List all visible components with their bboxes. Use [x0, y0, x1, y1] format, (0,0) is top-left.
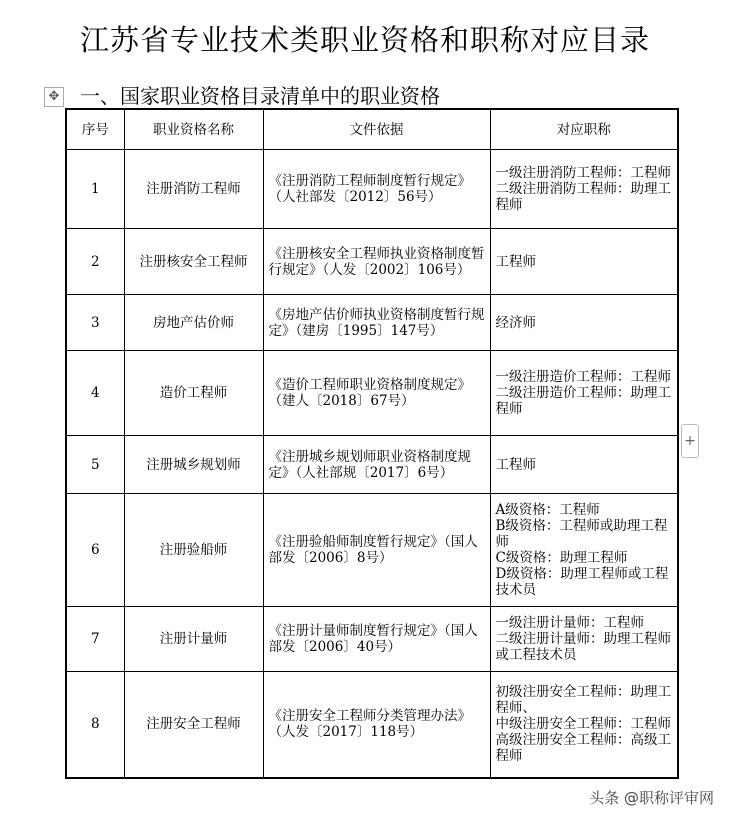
qualification-name: 注册核安全工程师 [124, 229, 263, 295]
row-number: 1 [66, 150, 124, 229]
corresponding-title: 初级注册安全工程师：助理工程师、 中级注册安全工程师：工程师 高级注册安全工程师：高级工程师 [490, 672, 678, 778]
watermark: 头条 @职称评审网 [589, 789, 714, 807]
table-row [66, 150, 678, 229]
table-move-handle-icon[interactable]: ✥ [44, 87, 64, 107]
row-number: 8 [66, 672, 124, 778]
corresponding-title: 一级注册造价工程师：工程师 二级注册造价工程师：助理工程师 [490, 351, 678, 436]
page-title: 江苏省专业技术类职业资格和职称对应目录 [79, 23, 650, 57]
row-number: 6 [66, 494, 124, 607]
table-row [66, 607, 678, 672]
corresponding-title: A级资格：工程师 B级资格：工程师或助理工程师 C级资格：助理工程师 D级资格：助理工程师或工程技术员 [490, 494, 678, 607]
header-no: 序号 [66, 109, 124, 150]
row-number: 4 [66, 351, 124, 436]
qualification-name: 注册安全工程师 [124, 672, 263, 778]
document-basis: 《注册核安全工程师执业资格制度暂行规定》（人发〔2002〕106号） [263, 229, 490, 295]
qualification-table [65, 108, 679, 779]
qualification-name: 注册城乡规划师 [124, 436, 263, 494]
qualification-name: 注册验船师 [124, 494, 263, 607]
header-title: 对应职称 [490, 109, 678, 150]
qualification-name: 房地产估价师 [124, 295, 263, 351]
row-number: 5 [66, 436, 124, 494]
document-basis: 《注册计量师制度暂行规定》（国人部发〔2006〕40号） [263, 607, 490, 672]
header-name: 职业资格名称 [124, 109, 263, 150]
table-row [66, 351, 678, 436]
table-row [66, 494, 678, 607]
add-column-button[interactable]: + [681, 424, 699, 458]
table-row [66, 436, 678, 494]
row-number: 2 [66, 229, 124, 295]
document-basis: 《注册安全工程师分类管理办法》（人发〔2017〕118号） [263, 672, 490, 778]
header-doc: 文件依据 [263, 109, 490, 150]
corresponding-title: 工程师 [490, 229, 678, 295]
qualification-name: 注册消防工程师 [124, 150, 263, 229]
document-basis: 《注册城乡规划师职业资格制度规定》（人社部规〔2017〕6号） [263, 436, 490, 494]
qualification-name: 造价工程师 [124, 351, 263, 436]
document-basis: 《注册验船师制度暂行规定》（国人部发〔2006〕8号） [263, 494, 490, 607]
corresponding-title: 经济师 [490, 295, 678, 351]
document-basis: 《造价工程师职业资格制度规定》（建人〔2018〕67号） [263, 351, 490, 436]
corresponding-title: 工程师 [490, 436, 678, 494]
corresponding-title: 一级注册计量师：工程师 二级注册计量师：助理工程师或工程技术员 [490, 607, 678, 672]
document-basis: 《房地产估价师执业资格制度暂行规定》（建房〔1995〕147号） [263, 295, 490, 351]
qualification-name: 注册计量师 [124, 607, 263, 672]
table-row [66, 229, 678, 295]
row-number: 3 [66, 295, 124, 351]
table-header-row [66, 109, 678, 150]
corresponding-title: 一级注册消防工程师：工程师 二级注册消防工程师：助理工程师 [490, 150, 678, 229]
table-row [66, 672, 678, 778]
table-row [66, 295, 678, 351]
document-basis: 《注册消防工程师制度暂行规定》（人社部发〔2012〕56号） [263, 150, 490, 229]
row-number: 7 [66, 607, 124, 672]
section-heading: 一、国家职业资格目录清单中的职业资格 [80, 84, 440, 108]
